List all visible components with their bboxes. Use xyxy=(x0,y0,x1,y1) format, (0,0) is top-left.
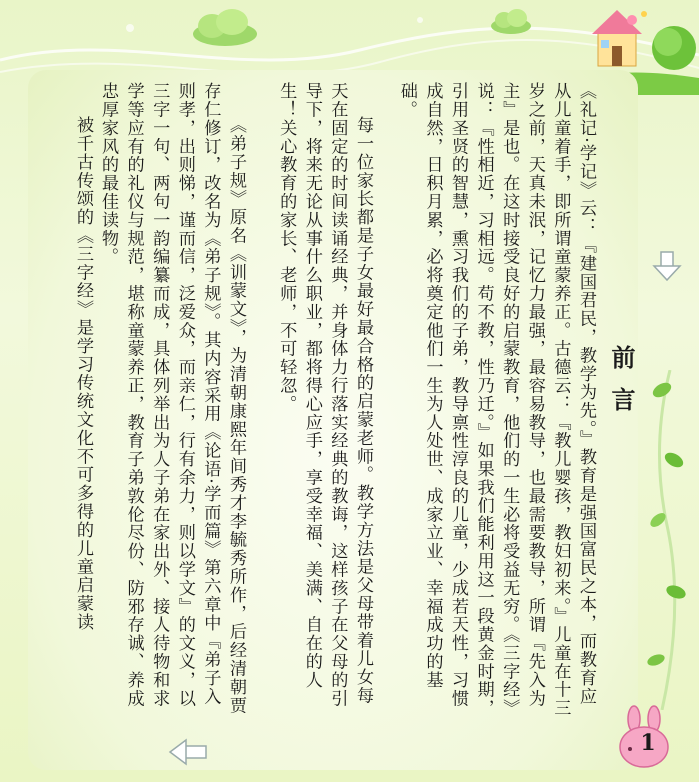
bush-cloud-icon xyxy=(190,8,260,46)
arrow-down-icon[interactable] xyxy=(652,250,682,282)
bush-cloud-icon xyxy=(488,8,534,34)
paragraph-text: 《礼记·学记》云：『建国君民，教学为先。』教育是强国富民之本，而教育应从儿童着手，即所谓童蒙养正。古德云：『教儿婴孩，教妇初来。』儿童在十三岁之前，天真未泯，记忆力最强，最容易教导，也最需要教导，所谓『先入为主』是也。在这时接受良好的启蒙教育，他们的一生必将受益无穷。《三字经》说：『性相近，习相远。苟不教，性乃迁。』如果我们能利用这一段黄金时期，引用圣贤的智慧，熏习我们的子弟，教导禀性淳良的儿童，少成若天性，习惯成自然，日积月累，必将奠定他们一生为人处世、成家立业、幸福成功的基础。 xyxy=(396,82,596,718)
leaf-vine-icon xyxy=(640,370,690,710)
paragraph-1 xyxy=(393,82,598,722)
paragraph-text: 《弟子规》原名《训蒙文》，为清朝康熙年间秀才李毓秀所作，后经清朝贾存仁修订，改名为《弟子规》。其内容采用《论语·学而篇》第六章中『弟子入则孝，出则悌，谨而信，泛爱众，而亲仁，行有余力，则以学文』的文义，以三字一句、两句一韵编纂而成，具体列举出为人子弟在家出外、接人待物和求学等应有的礼仪与规范，堪称童蒙养正，教育子弟敦伦尽份、防邪存诚、养成忠厚家风的最佳读物。 xyxy=(98,82,246,715)
page-title: 前言 xyxy=(607,345,636,429)
paragraph-text: 被千古传颂的《三字经》是学习传统文化不可多得的儿童启蒙读 xyxy=(73,116,93,632)
paragraph-4 xyxy=(69,82,95,722)
page-number: 1 xyxy=(640,730,656,756)
arrow-left-icon[interactable] xyxy=(168,738,208,766)
paragraph-3 xyxy=(94,82,248,722)
paragraph-text: 每一位家长都是子女最好最合格的启蒙老师。教学方法是父母带着儿女每天在固定的时间读诵经典，并身体力行落实经典的教诲，这样孩子在父母的引导下，将来无论从事什么职业，都将得心应手，享受幸福、美满、自在的人生！关心教育的家长、老师，不可轻忽。 xyxy=(276,82,373,708)
paragraph-2 xyxy=(273,82,375,722)
